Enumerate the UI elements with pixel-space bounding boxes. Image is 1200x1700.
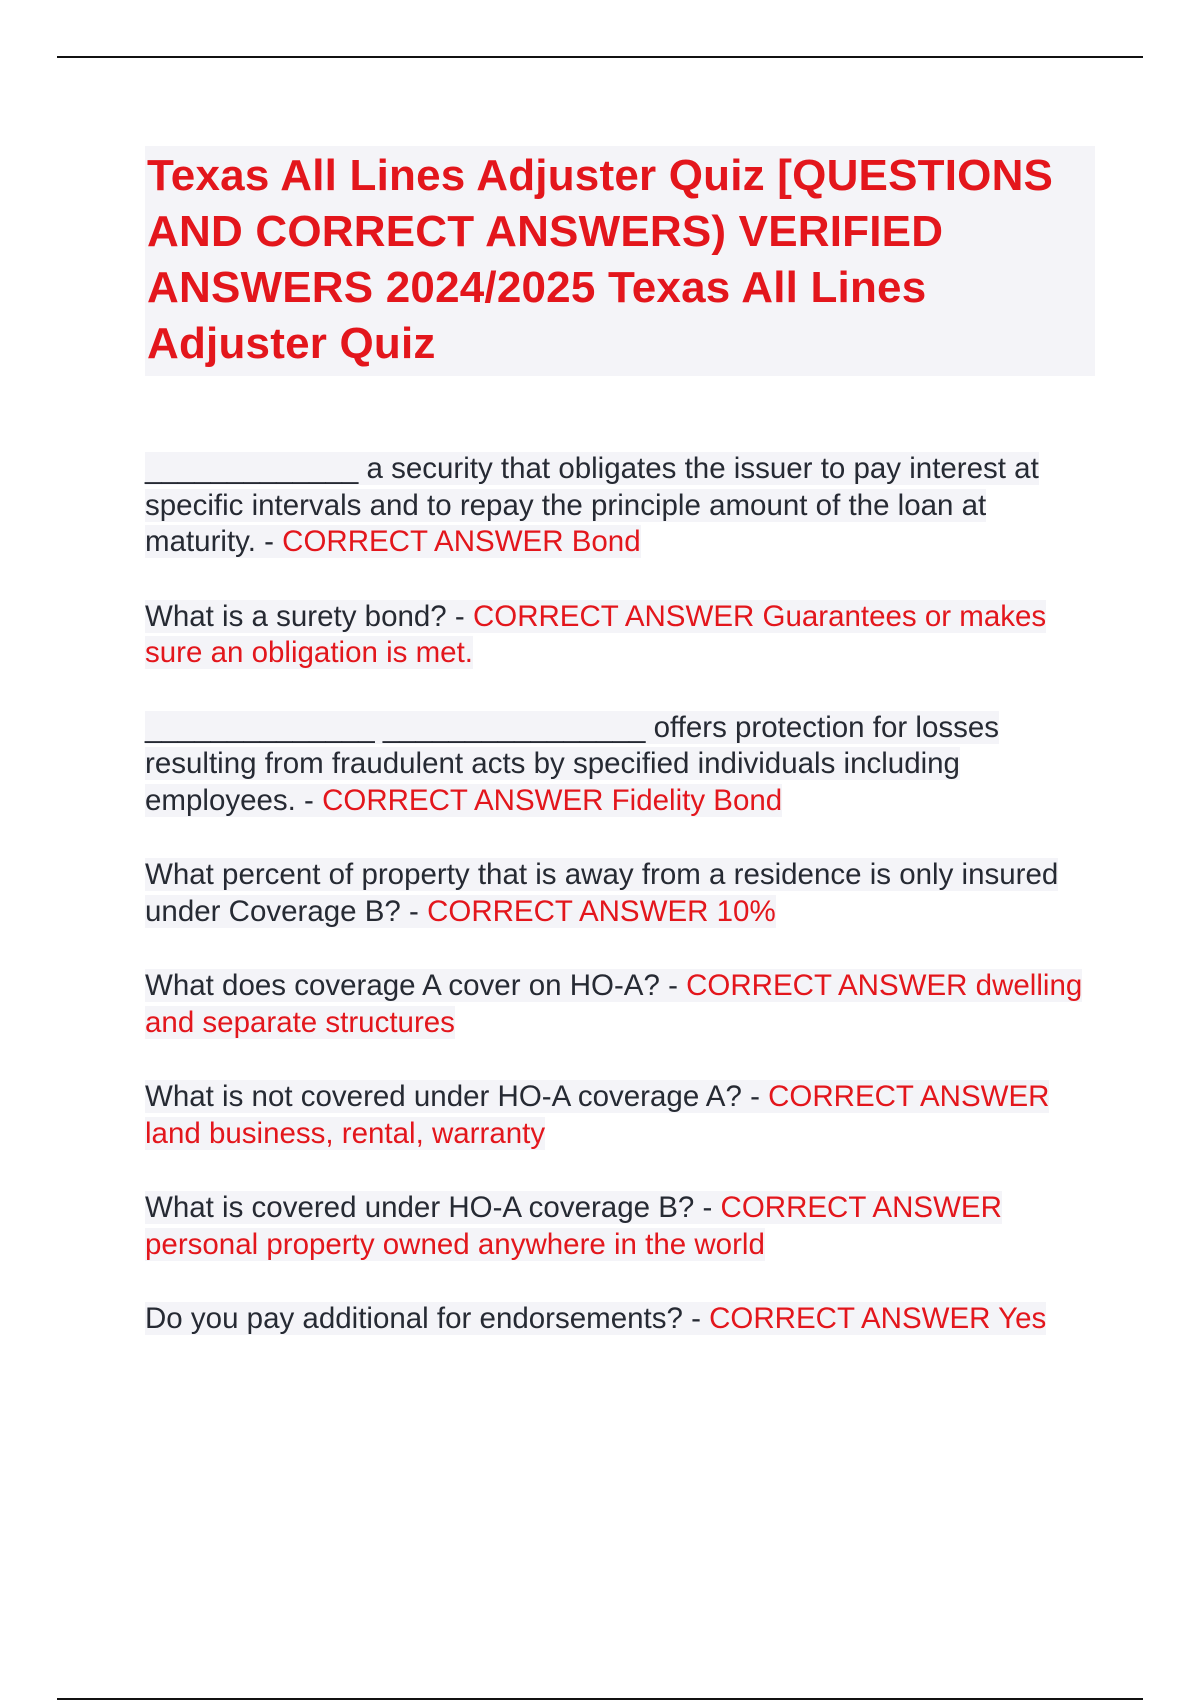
qa-item [145, 968, 1095, 1041]
question-text: _____________ a security that obligates the issuer to pay interest at specific intervals and to repay the principle amount of the loan at maturity. - [145, 452, 1039, 558]
question-text: Do you pay additional for endorsements? - [145, 1302, 710, 1335]
qa-item [145, 1301, 1095, 1338]
question-text: What is a surety bond? - [145, 599, 473, 633]
qa-item [145, 1190, 1095, 1263]
answer-text: CORRECT ANSWER Yes [709, 1302, 1047, 1335]
qa-item [145, 1079, 1095, 1152]
question-text: What percent of property that is away from a residence is only insured under Coverage B? - [145, 858, 1059, 928]
answer-text: CORRECT ANSWER Bond [282, 525, 641, 558]
answer-text: CORRECT ANSWER personal property owned anywhere in the world [145, 1191, 1002, 1261]
qa-item [145, 857, 1095, 930]
answer-text: CORRECT ANSWER dwelling and separate structures [145, 969, 1083, 1039]
answer-text: CORRECT ANSWER Guarantees or makes sure an obligation is met. [145, 599, 1047, 669]
question-text: What is not covered under HO-A coverage A? - [145, 1080, 769, 1113]
document-body [145, 146, 1095, 1376]
question-text: What is covered under HO-A coverage B? - [145, 1191, 721, 1224]
question-text: ______________ ________________ offers protection for losses resulting from fraudulent acts by specified individuals including employees. - [145, 710, 1000, 817]
answer-text: CORRECT ANSWER 10% [427, 894, 776, 928]
header-rule [57, 56, 1143, 58]
qa-item [145, 710, 1095, 820]
answer-text: CORRECT ANSWER Fidelity Bond [322, 783, 783, 817]
answer-text: CORRECT ANSWER land business, rental, warranty [145, 1080, 1050, 1150]
qa-list [145, 451, 1095, 1338]
qa-item [145, 451, 1095, 561]
question-text: What does coverage A cover on HO-A? - [145, 969, 687, 1002]
qa-item [145, 599, 1095, 672]
document-title: Texas All Lines Adjuster Quiz [QUESTIONS AND CORRECT ANSWERS) VERIFIED ANSWERS 2024/2025 Texas All Lines Adjuster Quiz [145, 146, 1095, 376]
